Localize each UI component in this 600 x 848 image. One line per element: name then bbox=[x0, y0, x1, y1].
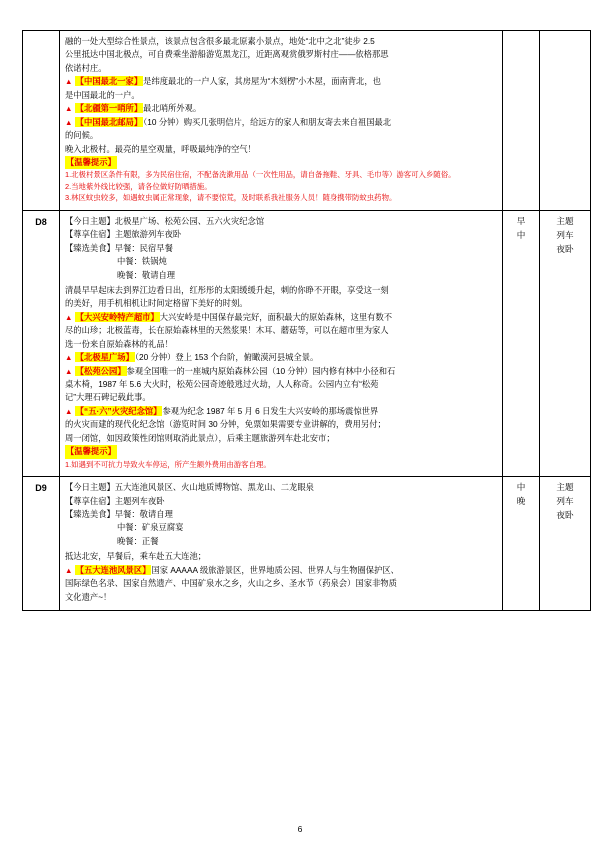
text-line bbox=[65, 102, 497, 115]
highlight-title: 【“五·六”火灾纪念馆】 bbox=[75, 405, 162, 416]
text-line bbox=[65, 564, 497, 577]
text-line: 的问候。 bbox=[65, 130, 99, 141]
note-line: 1.如遇到不可抗力导致火车停运，所产生额外费用由游客自理。 bbox=[65, 459, 271, 469]
stay-line: 夜卧 bbox=[556, 509, 574, 520]
text-rest: （20 分钟）登上 153 个台阶，俯瞰漠河县城全景。 bbox=[134, 352, 319, 363]
highlight-title: 【北疆第一哨所】 bbox=[75, 103, 143, 114]
tip-label: 【温馨提示】 bbox=[65, 156, 117, 169]
text-line bbox=[65, 405, 497, 418]
text-line: 的火灾而建的现代化纪念馆（游览时间 30 分钟，免票如果需要专业讲解的，费用另付； bbox=[65, 419, 386, 430]
text-line bbox=[65, 75, 497, 88]
text-line: 【今日主题】北极星广场、松苑公园、五六火灾纪念馆 bbox=[65, 215, 265, 226]
meal-breakfast: 早 bbox=[516, 215, 526, 226]
triangle-bullet-icon: ▲ bbox=[65, 117, 73, 127]
text-rest: 参观全国唯一的一座城内原始森林公园（10 分钟）园内修有林中小径和石 bbox=[126, 365, 396, 376]
day-cell bbox=[23, 31, 60, 211]
text-line: 晚餐：敬请自理 bbox=[117, 269, 176, 280]
highlight-title: 【中国最北一家】 bbox=[75, 76, 143, 87]
stay-line: 列车 bbox=[556, 229, 574, 240]
text-line: 是中国最北的一户。 bbox=[65, 89, 140, 100]
text-line: 【臻选美食】早餐：敬请自理 bbox=[65, 509, 173, 519]
stay-cell bbox=[540, 477, 591, 611]
text-line: 【今日主题】五大连池风景区、火山地质博物馆、黑龙山、二龙眼泉 bbox=[65, 482, 314, 493]
stay-line: 列车 bbox=[556, 496, 574, 507]
note-line: 2.当地紫外线比较强，请各位做好防晒措施。 bbox=[65, 181, 212, 191]
tip-label: 【温馨提示】 bbox=[65, 445, 117, 458]
text-line: 周一闭馆，如因政策性闭馆则取消此景点），后乘主题旅游列车赴北安市； bbox=[65, 432, 335, 443]
stay-cell bbox=[540, 31, 591, 211]
triangle-bullet-icon: ▲ bbox=[65, 353, 73, 363]
table-row bbox=[23, 210, 591, 476]
text-rest: （10 分钟）购买几张明信片，给远方的家人和朋友寄去来自祖国最北 bbox=[143, 116, 392, 127]
highlight-title: 【五大连池风景区】 bbox=[75, 564, 151, 575]
text-line bbox=[65, 351, 497, 364]
text-line: 中餐：矿泉豆腐宴 bbox=[117, 522, 184, 533]
table-row bbox=[23, 477, 591, 611]
note-line: 3.林区蚊虫较多，如遇蚊虫属正常现象，请不要惊荒，及时联系我社服务人员！随身携带防蚊虫药物。 bbox=[65, 193, 397, 203]
text-line: 融的一处大型综合性景点，该景点包含很多最北原素小景点，地处“北中之北”徒步 2.5 bbox=[65, 36, 375, 46]
text-line: 选一份来自原始森林的礼品！ bbox=[65, 338, 173, 349]
meal-cell bbox=[503, 477, 540, 611]
meal-lunch: 中 bbox=[516, 482, 526, 493]
text-rest: 参观为纪念 1987 年 5 月 6 日发生大兴安岭的那场震惊世界 bbox=[162, 405, 379, 416]
triangle-bullet-icon: ▲ bbox=[65, 565, 73, 575]
meal-lunch: 中 bbox=[516, 229, 526, 240]
page-number: 6 bbox=[297, 824, 303, 834]
highlight-title: 【北极星广场】 bbox=[75, 352, 134, 363]
content-cell bbox=[60, 210, 503, 476]
text-rest: 最北哨所外观。 bbox=[143, 103, 202, 114]
triangle-bullet-icon: ▲ bbox=[65, 366, 73, 376]
meal-cell bbox=[503, 210, 540, 476]
text-line bbox=[65, 116, 497, 129]
text-line: 【尊享住宿】主题旅游列车夜卧 bbox=[65, 229, 182, 240]
text-rest: 是纬度最北的一户人家，其房屋为“木刻楞”小木屋，面南背北，也 bbox=[143, 76, 381, 87]
text-rest: 国家 AAAAA 级旅游景区，世界地质公园、世界人与生物圈保护区、 bbox=[151, 564, 399, 575]
meal-cell bbox=[503, 31, 540, 211]
note-line: 1.北极村景区条件有限，多为民宿住宿，不配备洗漱用品（一次性用品，请自备拖鞋、牙具、毛巾等）游客可入乡随俗。 bbox=[65, 170, 456, 180]
highlight-title: 【中国最北邮局】 bbox=[75, 116, 143, 127]
highlight-title: 【大兴安岭特产超市】 bbox=[75, 311, 159, 322]
text-line bbox=[65, 365, 497, 378]
text-line: 国际绿色名录、国家自然遗产、中国矿泉水之乡，火山之乡、圣水节（药泉会）国家非物质 bbox=[65, 578, 397, 589]
content-cell bbox=[60, 477, 503, 611]
stay-line: 主题 bbox=[556, 482, 574, 493]
text-rest: 大兴安岭是中国保存最完好，面积最大的原始森林，这里有数不 bbox=[159, 311, 393, 322]
itinerary-body bbox=[23, 31, 591, 611]
text-line: 晚入北极村。最亮的星空观量，呼吸最纯净的空气！ bbox=[65, 143, 256, 154]
text-line: 桌木椅，1987 年 5.6 大火时，松苑公园奇迹般逃过火劫，人人称奇。公园内立有“松苑 bbox=[65, 379, 379, 390]
text-line: 抵达北安，早餐后，乘车赴五大连池； bbox=[65, 551, 207, 562]
text-line: 【臻选美食】早餐：民宿早餐 bbox=[65, 242, 173, 253]
text-line: 的美好，用手机相机让时间定格留下美好的时刻。 bbox=[65, 298, 248, 309]
itinerary-table bbox=[22, 30, 591, 611]
triangle-bullet-icon: ▲ bbox=[65, 77, 73, 87]
meal-dinner: 晚 bbox=[516, 496, 526, 507]
stay-cell bbox=[540, 210, 591, 476]
text-line bbox=[65, 445, 497, 458]
text-line: 尽的山珍；北极蓝毒，长在原始森林里的天然浆果！木耳、蘑菇等，可以在超市里为家人 bbox=[65, 325, 389, 336]
text-line: 文化遗产~！ bbox=[65, 591, 112, 602]
triangle-bullet-icon: ▲ bbox=[65, 406, 73, 416]
text-line: 晚餐：正餐 bbox=[117, 535, 159, 546]
text-line: 【尊享住宿】主题列车夜卧 bbox=[65, 495, 165, 506]
table-row bbox=[23, 31, 591, 211]
day-cell: D8 bbox=[23, 210, 60, 476]
stay-line: 主题 bbox=[556, 215, 574, 226]
text-line bbox=[65, 156, 497, 169]
stay-line: 夜卧 bbox=[556, 243, 574, 254]
triangle-bullet-icon: ▲ bbox=[65, 312, 73, 322]
text-line: 依诺村庄。 bbox=[65, 62, 107, 73]
text-line: 清晨早早起床去到界江边看日出，红彤彤的太阳缓缓升起，刺的你睁不开眼，享受这一刻 bbox=[65, 284, 389, 295]
text-line bbox=[65, 311, 497, 324]
triangle-bullet-icon: ▲ bbox=[65, 104, 73, 114]
text-line: 中餐：铁锅炖 bbox=[117, 256, 167, 267]
text-line: 公里抵达中国北极点，可自费乘坐游船游览黑龙江，近距离观赏俄罗斯村庄——依格那思 bbox=[65, 49, 389, 60]
highlight-title: 【松苑公园】 bbox=[75, 365, 126, 376]
day-cell: D9 bbox=[23, 477, 60, 611]
content-cell bbox=[60, 31, 503, 211]
text-line: 记”大理石碑记载此事。 bbox=[65, 392, 151, 403]
